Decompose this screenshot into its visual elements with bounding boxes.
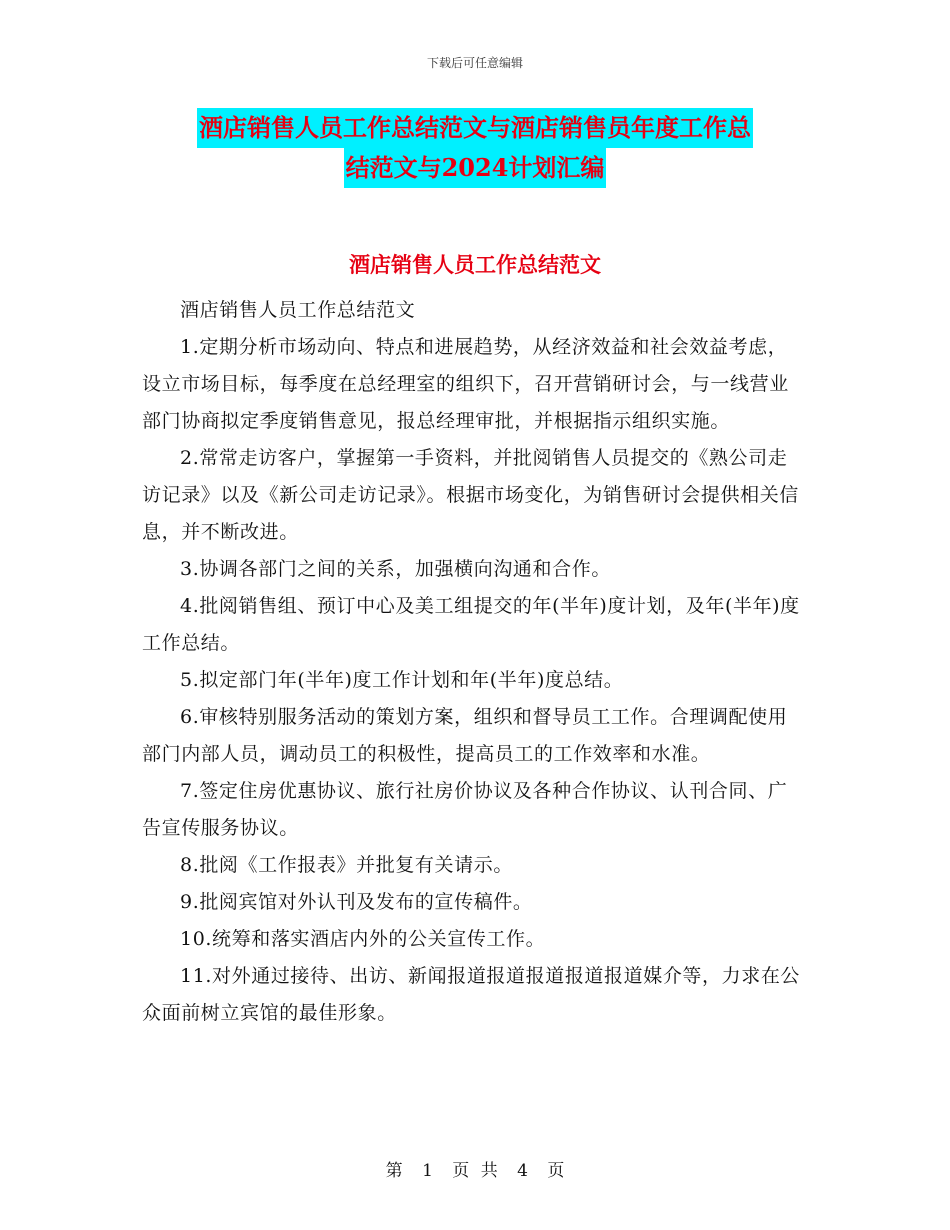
document-title — [140, 108, 810, 188]
footer-current-page: 1 — [422, 1161, 433, 1181]
paragraph-item-5: 5.拟定部门年(半年)度工作计划和年(半年)度总结。 — [180, 669, 624, 691]
paragraph-item-8: 8.批阅《工作报表》并批复有关请示。 — [180, 854, 513, 876]
title-line-1: 酒店销售人员工作总结范文与酒店销售员年度工作总 — [197, 108, 753, 148]
footer-prefix: 第 — [385, 1161, 403, 1181]
paragraph-item-4: 4.批阅销售组、预订中心及美工组提交的年(半年)度计划，及年(半年)度工作总结。 — [142, 595, 800, 654]
paragraph-item-9: 9.批阅宾馆对外认刊及发布的宣传稿件。 — [180, 891, 533, 913]
footer-suffix: 页 — [547, 1161, 565, 1181]
page-header-note: 下载后可任意编辑 — [426, 56, 523, 70]
paragraph-item-2: 2.常常走访客户，掌握第一手资料，并批阅销售人员提交的《熟公司走访记录》以及《新公司走访记录》。根据市场变化，为销售研讨会提供相关信息，并不断改进。 — [142, 447, 799, 543]
paragraph-item-3: 3.协调各部门之间的关系，加强横向沟通和合作。 — [180, 558, 611, 580]
paragraph-intro: 酒店销售人员工作总结范文 — [180, 299, 416, 321]
paragraph-item-7: 7.签定住房优惠协议、旅行社房价协议及各种合作协议、认刊合同、广告宣传服务协议。 — [142, 780, 788, 839]
paragraph-item-6: 6.审核特别服务活动的策划方案，组织和督导员工工作。合理调配使用部门内部人员，调动员工的积极性，提高员工的工作效率和水准。 — [142, 706, 788, 765]
title-line-2: 结范文与2024计划汇编 — [344, 148, 607, 188]
body-text — [142, 292, 802, 1032]
page-number-footer — [0, 1156, 950, 1181]
footer-total-pages: 4 — [517, 1161, 528, 1181]
section-heading: 酒店销售人员工作总结范文 — [349, 252, 601, 277]
paragraph-item-10: 10.统筹和落实酒店内外的公关宣传工作。 — [180, 928, 546, 950]
paragraph-item-11: 11.对外通过接待、出访、新闻报道报道报道报道报道媒介等，力求在公众面前树立宾馆的最佳形象。 — [142, 965, 801, 1024]
paragraph-item-1: 1.定期分析市场动向、特点和进展趋势，从经济效益和社会效益考虑，设立市场目标，每季度在总经理室的组织下，召开营销研讨会，与一线营业部门协商拟定季度销售意见，报总经理审批，并根据指示组织实施。 — [142, 336, 789, 432]
footer-middle: 页 共 — [452, 1161, 498, 1181]
